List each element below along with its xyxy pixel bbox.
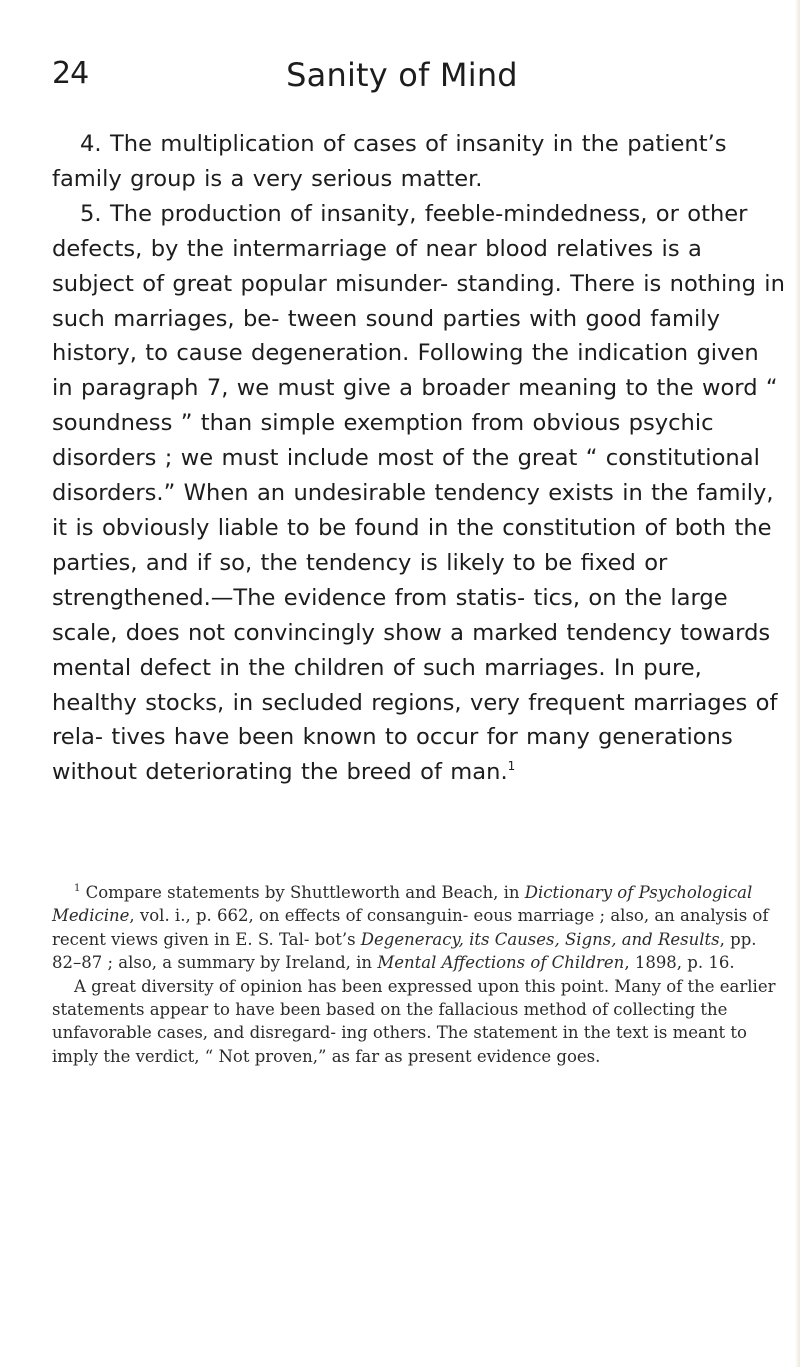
item-5-text: The production of insanity, feeble-mindedness, or other defects, by the intermarriage of near blood relatives is a subject of great popular misunder- standing. There is nothing in such marriages, be- tween sound parties with good family history, to cause degeneration. Following the indication given in paragraph 7, we must give a broader meaning to the word “ soundness ” than simple exemption from obvious psychic disorders ; we must include most of the great “ constitutional disorders.” When an undesirable tendency exists in the family, it is obviously liable to be found in the constitution of both the parties, and if so, the tendency is likely to be fixed or strengthened.—The evidence from statis- tics, on the large scale, does not convincingly show a marked tendency towards mental defect in the children of such marriages. In pure, healthy stocks, in secluded regions, very frequent marriages of rela- tives have been known to occur for many generations without deteriorating the breed of man.	[52, 200, 785, 786]
item-5-number: 5.	[80, 200, 102, 227]
running-title: Sanity of Mind	[286, 56, 518, 94]
footnotes	[52, 881, 787, 1068]
paragraph-item-5	[52, 197, 787, 790]
item-4-text: The multiplication of cases of insanity in the patient’s family group is a very serious matter.	[52, 131, 727, 192]
footnote-mid-1: , vol. i., p. 662, on effects of consanguin- eous marriage ; also, an analysis of recent views given in E. S. Tal- bot’s	[52, 906, 769, 949]
footnote-title-mental-affections: Mental Affections of Children	[377, 953, 625, 973]
footnote-1	[52, 881, 787, 975]
page-number: 24	[52, 56, 89, 91]
footnote-mid-2: , pp. 82–87 ; also, a summary by Ireland, in	[52, 929, 757, 973]
paragraph-item-4	[52, 127, 787, 197]
page-header	[52, 56, 752, 106]
footnote-reference[interactable]: 1	[507, 759, 516, 774]
footnote-title-degeneracy: Degeneracy, its Causes, Signs, and Results	[360, 929, 720, 949]
footnote-paragraph-2: A great diversity of opinion has been expressed upon this point. Many of the earlier statements appear to have been based on the fallacious method of collecting the unfavorable cases, and disregard- ing others. The statement in the text is meant to imply the verdict, “ Not proven,” as far as present evidence goes.	[52, 976, 776, 1066]
footnote-lead: Compare statements by Shuttleworth and Beach, in	[85, 883, 520, 902]
item-4-number: 4.	[80, 131, 102, 157]
footnote-marker: 1	[74, 883, 81, 894]
page-edge	[795, 0, 800, 1367]
footnote-tail: , 1898, p. 16.	[624, 953, 735, 973]
body-text	[52, 127, 787, 790]
footnote-title-dictionary: Dictionary of Psychological Medicine	[52, 883, 753, 926]
